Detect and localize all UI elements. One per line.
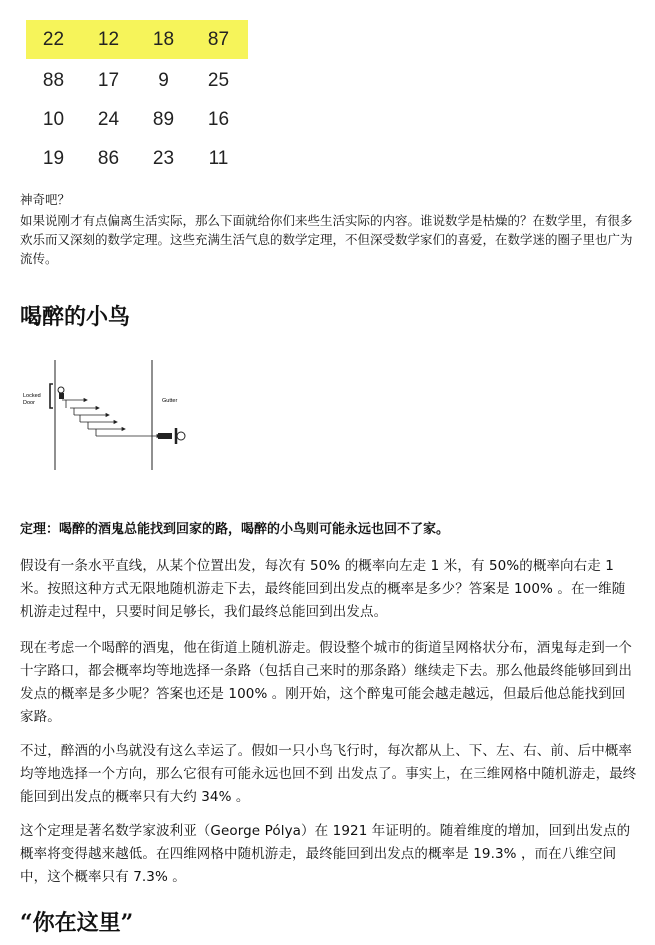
grid-cell: 86	[97, 147, 120, 169]
grid-row	[26, 61, 248, 100]
door-label: Door	[23, 400, 35, 406]
paragraph-3d-walk: 不过，醉酒的小鸟就没有这么幸运了。假如一只小鸟飞行时，每次都从上、下、左、右、前、后中概率均等地选择一个方向，那么它很有可能永远也回不到 出发点了。事实上，在三维网格中随机游走，最终能回到出发点的概率只有大约 34% 。	[20, 743, 637, 805]
grid-cell: 16	[207, 108, 230, 130]
grid-cell: 12	[97, 28, 120, 50]
grid-cell: 9	[158, 69, 169, 91]
theorem-statement: 定理：喝醉的酒鬼总能找到回家的路，喝醉的小鸟则可能永远也回不了家。	[20, 522, 450, 537]
locked-door-icon	[50, 384, 53, 408]
grid-cell: 10	[42, 108, 65, 130]
grid-cell: 17	[97, 69, 120, 91]
random-walk-diagram	[22, 356, 202, 474]
paragraph-1d-walk: 假设有一条水平直线，从某个位置出发，每次有 50% 的概率向左走 1 米，有 50%的概率向右走 1 米。按照这种方式无限地随机游走下去，最终能回到出发点的概率是多少？答案是 100% 。在一维随机游走过程中，只要时间足够长，我们最终总能回到出发点。	[20, 558, 626, 620]
grid-cell: 19	[42, 147, 65, 169]
grid-cell: 22	[42, 28, 65, 50]
gutter-label: Gutter	[162, 398, 178, 404]
grid-cell: 89	[152, 108, 175, 130]
intro-exclamation: 神奇吧？	[20, 192, 71, 207]
grid-cell: 11	[208, 147, 229, 169]
section-heading-drunk-bird: 喝醉的小鸟	[20, 304, 131, 330]
grid-row-highlighted	[26, 20, 248, 59]
grid-row	[26, 100, 248, 139]
grid-cell: 25	[207, 69, 230, 91]
grid-cell: 87	[207, 28, 230, 50]
grid-row	[26, 139, 248, 178]
start-figure-icon	[58, 387, 64, 393]
grid-cell: 23	[152, 147, 175, 169]
number-grid	[26, 20, 248, 178]
walk-path	[62, 399, 160, 438]
end-figure-body	[158, 433, 172, 439]
grid-cell: 88	[42, 69, 65, 91]
locked-label: Locked	[23, 393, 41, 399]
paragraph-polya: 这个定理是著名数学家波利亚（George Pólya）在 1921 年证明的。随着维度的增加，回到出发点的概率将变得越来越低。在四维网格中随机游走，最终能回到出发点的概率是 19.3% ，而在八维空间中，这个概率只有 7.3% 。	[20, 823, 631, 885]
paragraph-2d-walk: 现在考虑一个喝醉的酒鬼，他在街道上随机游走。假设整个城市的街道呈网格状分布，酒鬼每走到一个十字路口，都会概率均等地选择一条路（包括自己来时的那条路）继续走下去。那么他最终能够回到出发点的概率是多少呢？答案也还是 100% 。刚开始，这个醉鬼可能会越走越远，但最后他总能找到回家路。	[20, 640, 632, 725]
grid-cell: 24	[97, 108, 120, 130]
intro-paragraph: 如果说刚才有点偏离生活实际，那么下面就给你们来些生活实际的内容。谁说数学是枯燥的？在数学里，有很多欢乐而又深刻的数学定理。这些充满生活气息的数学定理，不但深受数学家们的喜爱，在数学迷的圈子里也广为流传。	[20, 213, 633, 266]
grid-cell: 18	[152, 28, 175, 50]
section-heading-you-are-here: “你在这里”	[20, 910, 134, 936]
end-figure-icon	[177, 432, 185, 440]
start-figure-body	[59, 393, 64, 399]
